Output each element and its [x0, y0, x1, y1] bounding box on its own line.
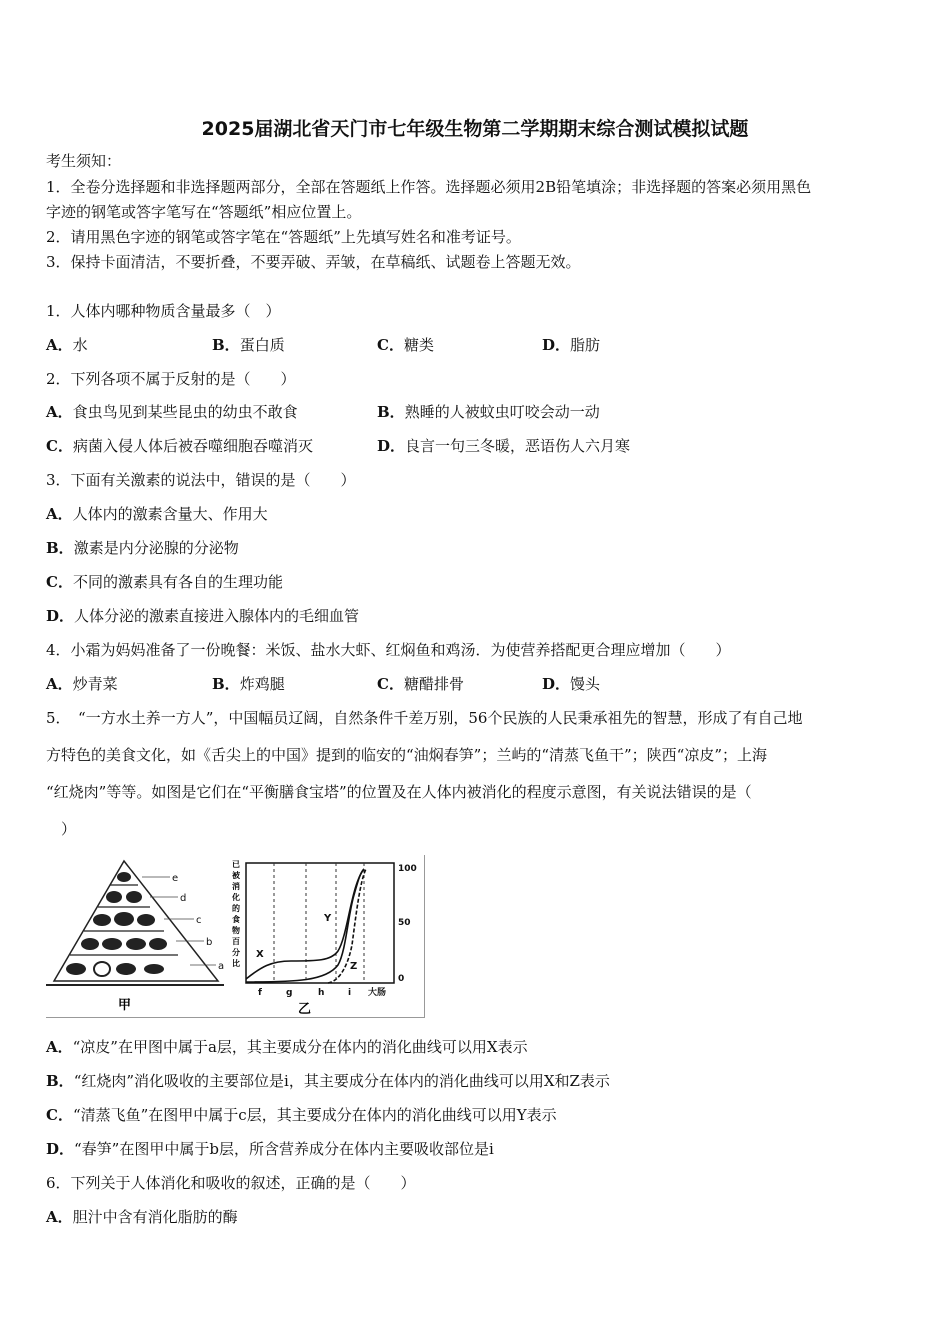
question-5-stem-line: “红烧肉”等等。如图是它们在“平衡膳食宝塔”的位置及在人体内被消化的程度示意图，有关说法错误的是（ [46, 783, 752, 801]
curve-label-x: X [256, 949, 264, 960]
chart-ylabel [231, 860, 243, 968]
pyramid-label-a: a [218, 961, 225, 972]
question-5-stem-line: ） [46, 820, 77, 838]
option-label: D． [377, 437, 406, 455]
question-4-stem: 4．小霜为妈妈准备了一份晚餐：米饭、盐水大虾、红焖鱼和鸡汤．为使营养搭配更合理应增加（ ） [46, 641, 731, 659]
option-label: B． [377, 403, 405, 421]
q4-option-b[interactable] [212, 674, 285, 694]
option-text: “清蒸飞鱼”在图甲中属于c层，其主要成分在体内的消化曲线可以用Y表示 [72, 1106, 557, 1124]
option-label: B． [46, 1072, 74, 1090]
option-label: D． [542, 336, 571, 354]
question-3-stem: 3．下面有关激素的说法中，错误的是（ ） [46, 471, 356, 489]
ylabel-part: 物 [232, 926, 240, 935]
xtick: 大肠 [368, 988, 387, 998]
question-5-stem-line: 方特色的美食文化，如《舌尖上的中国》提到的临安的“油焖春笋”；兰屿的“清蒸飞鱼干”；陕西“凉皮”；上海 [46, 746, 768, 764]
question-5-stem-line: 5． “一方水土养一方人”，中国幅员辽阔，自然条件千差万别，56个民族的人民秉承祖先的智慧，形成了有自己地 [46, 709, 803, 727]
ytick: 100 [398, 864, 417, 874]
pyramid-labels [172, 873, 224, 972]
food-item [137, 914, 155, 926]
option-text: 蛋白质 [239, 336, 285, 354]
notice-item: 字迹的钢笔或答字笔写在“答题纸”相应位置上。 [46, 203, 362, 221]
food-item [102, 938, 122, 950]
q1-option-b[interactable] [212, 335, 285, 355]
food-item [126, 938, 146, 950]
option-text: 炒青菜 [72, 675, 118, 693]
food-item [66, 963, 86, 975]
question-2-stem: 2．下列各项不属于反射的是（ ） [46, 370, 296, 388]
food-item [126, 891, 142, 903]
option-text: 人体内的激素含量大、作用大 [72, 505, 268, 523]
option-label: A． [46, 336, 73, 354]
option-label: C． [377, 675, 404, 693]
option-text: 良言一句三冬暖，恶语伤人六月寒 [405, 437, 631, 455]
option-label: A． [46, 1208, 73, 1226]
ylabel-part: 消 [232, 882, 240, 891]
question-5-figure [46, 855, 425, 1018]
option-text: 胆汁中含有消化脂肪的酶 [72, 1208, 238, 1226]
curve-x [246, 869, 364, 979]
curve-label-y: Y [324, 913, 332, 924]
option-text: 炸鸡腿 [239, 675, 285, 693]
option-text: 病菌入侵人体后被吞噬细胞吞噬消灭 [72, 437, 313, 455]
option-text: 糖类 [403, 336, 434, 354]
q5-option-c[interactable] [46, 1105, 557, 1125]
option-label: B． [212, 336, 240, 354]
xtick: g [286, 988, 293, 998]
ylabel-part: 已 [232, 860, 240, 869]
q3-option-a[interactable] [46, 504, 268, 524]
q5-option-b[interactable] [46, 1071, 610, 1091]
pyramid-outline [54, 861, 218, 981]
option-label: D． [542, 675, 571, 693]
chart-xticks [258, 986, 386, 998]
question-6-stem: 6．下列关于人体消化和吸收的叙述，正确的是（ ） [46, 1174, 416, 1192]
xtick: i [348, 988, 352, 998]
chart-caption: 乙 [298, 1002, 312, 1017]
option-label: C． [46, 1106, 73, 1124]
option-label: A． [46, 505, 73, 523]
ylabel-part: 被 [232, 871, 240, 880]
figure-svg [46, 855, 424, 1017]
option-label: A． [46, 403, 73, 421]
option-text: “红烧肉”消化吸收的主要部位是i，其主要成分在体内的消化曲线可以用X和Z表示 [73, 1072, 610, 1090]
q3-option-d[interactable] [46, 606, 359, 626]
ylabel-part: 的 [232, 904, 240, 913]
notice-heading: 考生须知： [46, 152, 122, 170]
pyramid-label-b: b [206, 937, 213, 948]
option-text: “凉皮”在甲图中属于a层，其主要成分在体内的消化曲线可以用X表示 [72, 1038, 528, 1056]
option-label: C． [46, 437, 73, 455]
option-label: A． [46, 675, 73, 693]
question-1-stem: 1．人体内哪种物质含量最多（ ） [46, 302, 281, 320]
food-item [149, 938, 167, 950]
option-text: 糖醋排骨 [403, 675, 464, 693]
ylabel-part: 化 [232, 893, 240, 902]
ylabel-part: 分 [232, 948, 240, 957]
q2-option-a[interactable] [46, 402, 298, 422]
q4-option-d[interactable] [542, 674, 600, 694]
q2-option-b[interactable] [377, 402, 600, 422]
option-text: 食虫鸟见到某些昆虫的幼虫不敢食 [72, 403, 298, 421]
ylabel-part: 比 [232, 959, 240, 968]
ylabel-part: 食 [232, 915, 240, 924]
option-text: 人体分泌的激素直接进入腺体内的毛细血管 [74, 607, 360, 625]
notice-item: 2．请用黑色字迹的钢笔或答字笔在“答题纸”上先填写姓名和准考证号。 [46, 228, 521, 246]
option-label: C． [46, 573, 73, 591]
option-label: C． [377, 336, 404, 354]
q3-option-c[interactable] [46, 572, 283, 592]
pyramid-caption: 甲 [118, 998, 132, 1013]
digestion-chart [231, 860, 417, 1017]
option-label: B． [212, 675, 240, 693]
option-text: 熟睡的人被蚊虫叮咬会动一动 [404, 403, 600, 421]
option-text: 水 [72, 336, 88, 354]
pyramid-label-e: e [172, 873, 179, 884]
xtick: f [258, 988, 262, 998]
pyramid-label-d: d [180, 893, 187, 904]
notice-item: 1．全卷分选择题和非选择题两部分，全部在答题纸上作答。选择题必须用2B铅笔填涂；非选择题的答案必须用黑色 [46, 178, 812, 196]
food-item [106, 891, 122, 903]
food-item [93, 914, 111, 926]
option-text: “春笋”在图甲中属于b层，所含营养成分在体内主要吸收部位是i [74, 1140, 494, 1158]
food-item [94, 962, 110, 976]
q3-option-b[interactable] [46, 538, 239, 558]
q2-option-c[interactable] [46, 436, 313, 456]
ylabel-part: 百 [232, 937, 240, 946]
option-text: 激素是内分泌腺的分泌物 [73, 539, 239, 557]
option-label: B． [46, 539, 74, 557]
food-item [114, 912, 134, 926]
q1-option-a[interactable] [46, 335, 88, 355]
pyramid-food-items [66, 872, 167, 976]
pyramid-label-c: c [196, 915, 202, 926]
option-text: 不同的激素具有各自的生理功能 [72, 573, 283, 591]
page-title: 2025届湖北省天门市七年级生物第二学期期末综合测试模拟试题 [201, 118, 749, 140]
q5-option-a[interactable] [46, 1037, 528, 1057]
ytick: 50 [398, 918, 411, 928]
q4-option-a[interactable] [46, 674, 118, 694]
option-label: D． [46, 607, 75, 625]
food-item [144, 964, 164, 974]
curve-label-z: Z [350, 961, 358, 972]
q1-option-d[interactable] [542, 335, 600, 355]
option-label: A． [46, 1038, 73, 1056]
notice-item: 3．保持卡面清洁，不要折叠，不要弄破、弄皱，在草稿纸、试题卷上答题无效。 [46, 253, 581, 271]
food-item [116, 963, 136, 975]
option-text: 馒头 [570, 675, 601, 693]
q4-option-c[interactable] [377, 674, 464, 694]
xtick: h [318, 988, 325, 998]
q2-option-d[interactable] [377, 436, 630, 456]
option-text: 脂肪 [570, 336, 601, 354]
food-item [117, 872, 131, 882]
ytick: 0 [398, 974, 405, 984]
q5-option-d[interactable] [46, 1139, 494, 1159]
food-item [81, 938, 99, 950]
option-label: D． [46, 1140, 75, 1158]
q1-option-c[interactable] [377, 335, 434, 355]
chart-yticks [398, 864, 417, 984]
q6-option-a[interactable] [46, 1207, 238, 1227]
